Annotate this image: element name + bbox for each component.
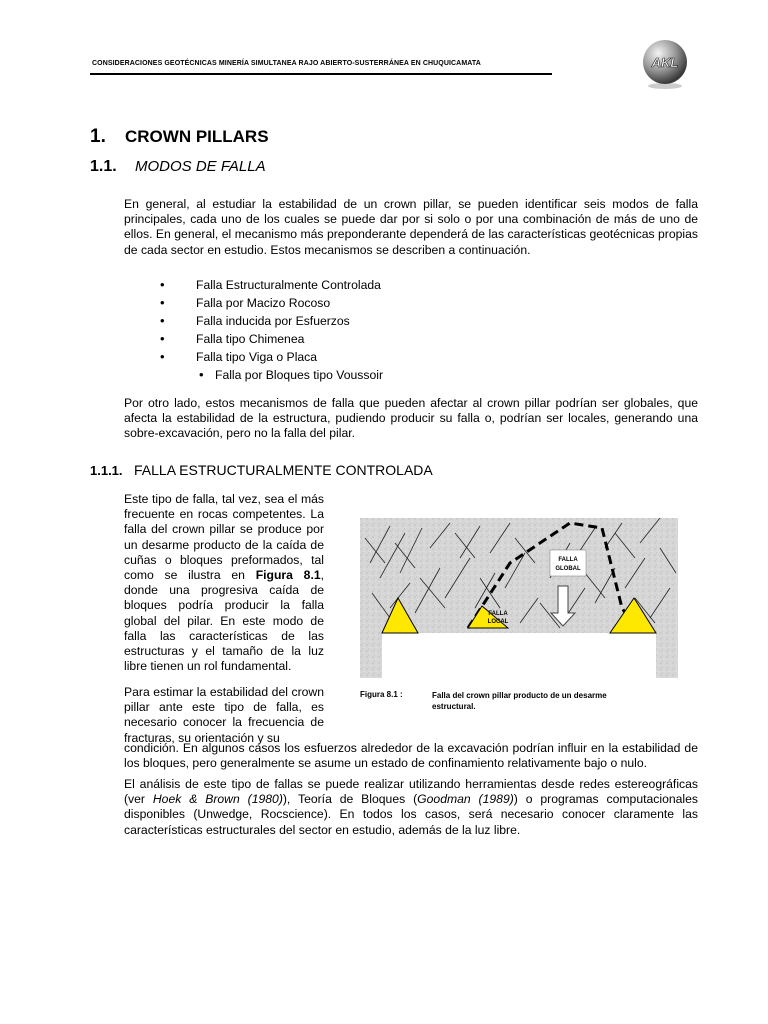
paragraph-analysis: El análisis de este tipo de fallas se puede realizar utilizando herramientas desde redes estereográficas (ver Hoek & Brown (1980)), Teoría de Bloques (Goodman (1989)) o programas computacionales disponibles (Unwedge, Rocscience). En todos los casos, será necesario conocer claramente las características estructurales del sector en estudio, además de la luz libre. — [124, 777, 698, 837]
global-label-line1: FALLA — [558, 557, 578, 563]
header-rule — [90, 73, 552, 75]
local-label-line2: LOCAL — [487, 619, 509, 625]
list-item: • Falla Estructuralmente Controlada — [160, 276, 383, 294]
global-label-line2: GLOBAL — [555, 566, 581, 572]
section-1-1-heading — [90, 158, 266, 176]
paragraph-stability-part1: Para estimar la estabilidad del crown pillar ante este tipo de falla, es necesario conocer la frecuencia de fracturas, su orientación y su — [124, 685, 324, 745]
paragraph-global-local: Por otro lado, estos mecanismos de falla que pueden afectar al crown pillar podrían ser globales, que afecta la estabilidad de la estructura, pudiendo producir su falla o, podrían ser locales, generando una sobre-excavación, pero no la falla del pilar. — [124, 396, 698, 441]
list-item: • Falla inducida por Esfuerzos — [160, 312, 383, 330]
section-1-1-1-heading — [90, 462, 433, 478]
header-title: CONSIDERACIONES GEOTÉCNICAS MINERÍA SIMULTANEA RAJO ABIERTO-SUSTERRÁNEA EN CHUQUICAMATA — [92, 60, 481, 67]
section-1-1-1-title: FALLA ESTRUCTURALMENTE CONTROLADA — [134, 462, 433, 478]
section-1-heading — [90, 126, 269, 148]
left-wall — [360, 633, 382, 678]
akl-logo — [640, 38, 690, 90]
local-label-line1: FALLA — [488, 611, 508, 617]
section-1-number: 1. — [90, 126, 106, 147]
global-label-box — [550, 550, 586, 576]
figure-caption-label: Figura 8.1 : — [360, 690, 403, 699]
citation-hoek-brown: Hoek & Brown (1980) — [152, 792, 283, 807]
paragraph-structural-failure: Este tipo de falla, tal vez, sea el más frecuente en rocas competentes. La falla del crown pillar se produce por un desarme producto de la caída de cuñas o bloques preformados, tal como se ilustra en Figura 8.1, donde una progresiva caída de bloques podría producir la falla global del pilar. En este modo de falla las características de las estructuras y el tamaño de la luz libre tienen un rol fundamental. — [124, 492, 324, 674]
section-1-title: CROWN PILLARS — [125, 127, 269, 146]
right-wall — [656, 633, 678, 678]
figure-8-1 — [360, 518, 678, 678]
section-1-1-1-number: 1.1.1. — [90, 463, 123, 478]
paragraph-stability-part2: condición. En algunos casos los esfuerzos alrededor de la excavación podrían influir en la estabilidad de los bloques, pero generalmente se asume un estado de confinamiento relativamente bajo o nulo. — [124, 741, 698, 771]
list-item: • Falla tipo Viga o Placa — [160, 348, 383, 366]
logo-text: AKL — [651, 55, 679, 70]
citation-goodman: Goodman (1989) — [417, 792, 514, 807]
list-item: • Falla por Macizo Rocoso — [160, 294, 383, 312]
list-item: • Falla tipo Chimenea — [160, 330, 383, 348]
section-1-1-number: 1.1. — [90, 158, 117, 175]
section-1-1-title: MODOS DE FALLA — [135, 158, 266, 175]
intro-paragraph: En general, al estudiar la estabilidad de un crown pillar, se pueden identificar seis modos de falla principales, cada uno de los cuales se puede dar por si solo o por una combinación de más de uno de ellos. En general, el mecanismo más preponderante dependerá de las características geotécnicas propias de cada sector en estudio. Estos mecanismos se describen a continuación. — [124, 197, 698, 257]
excavation-void — [382, 633, 656, 678]
figure-caption-text: Falla del crown pillar producto de un desarme estructural. — [432, 691, 607, 711]
failure-modes-list — [160, 276, 383, 384]
figure-reference: Figura 8.1 — [255, 568, 321, 583]
list-subitem: • Falla por Bloques tipo Voussoir — [160, 366, 383, 384]
